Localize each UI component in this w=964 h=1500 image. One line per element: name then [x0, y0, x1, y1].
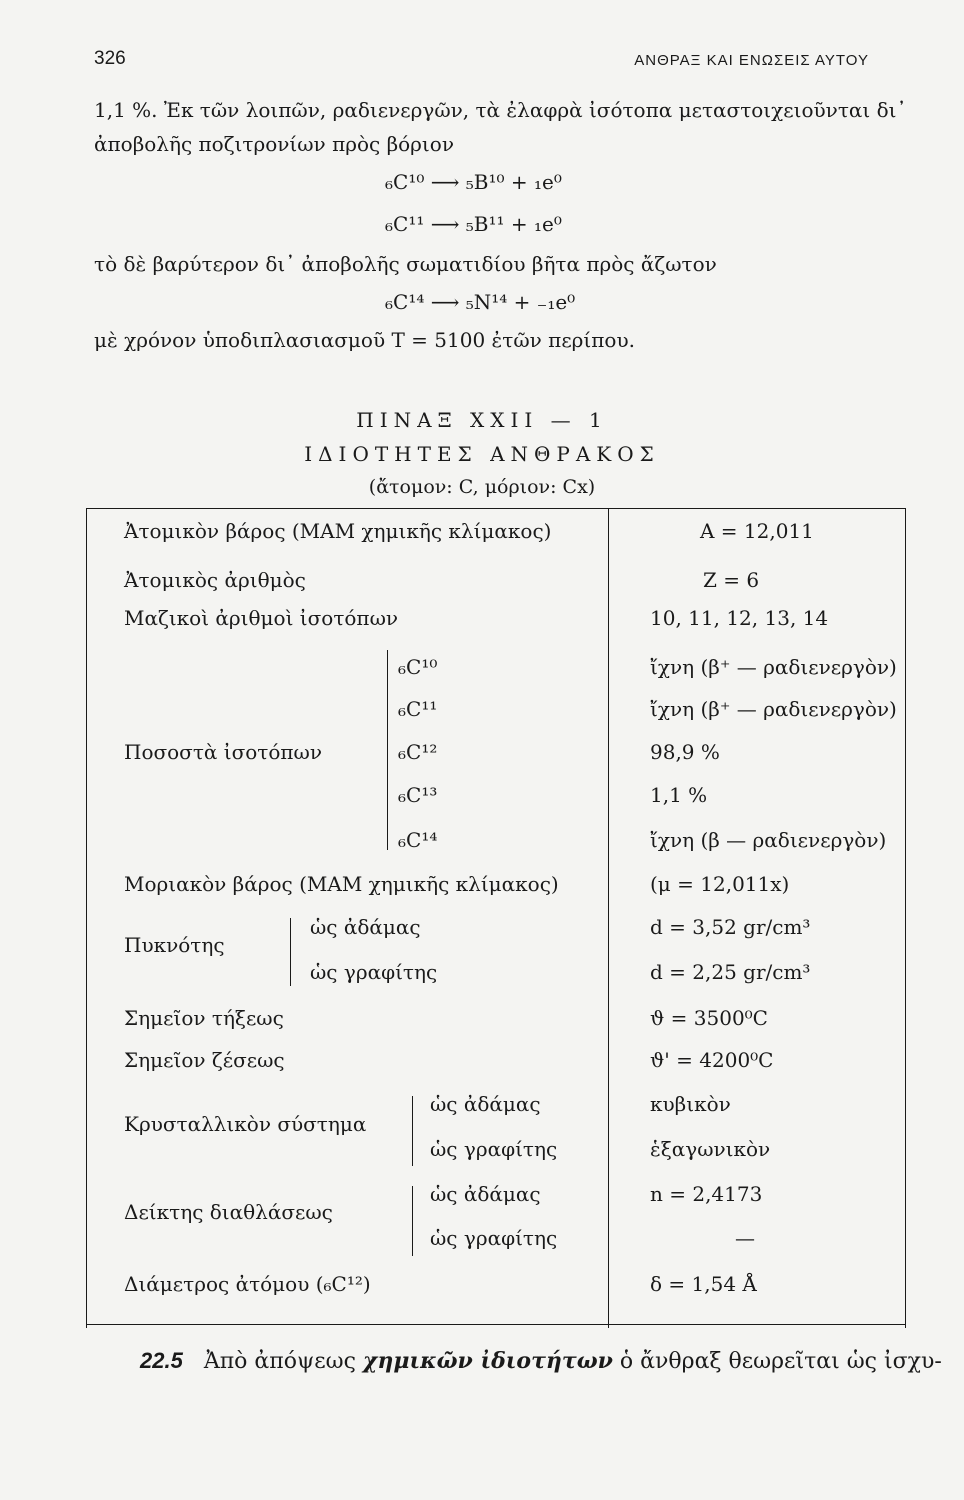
refraction-label: Δείκτης διαθλάσεως: [124, 1200, 333, 1224]
intro-line-1: 1,1 %. Ἐκ τῶν λοιπῶν, ραδιενεργῶν, τὰ ἐλαφρὰ ἰσότοπα μεταστοιχειοῦνται δι᾽: [94, 98, 907, 122]
page-number: 326: [94, 48, 126, 69]
diameter-value: δ = 1,54 Å: [650, 1272, 757, 1296]
table-title: ΙΔΙΟΤΗΤΕΣ ΑΝΘΡΑΚΟΣ: [304, 442, 660, 466]
isotope-brace: [387, 650, 388, 850]
isotope-name: ₆C¹¹: [398, 697, 438, 721]
table-subtitle: (ἄτομον: C, μόριον: Cx): [368, 476, 596, 498]
density-label: Πυκνότης: [124, 933, 225, 957]
atomic-weight-value: A = 12,011: [700, 519, 814, 543]
footer-text-after: ὁ ἄνθραξ θεωρεῖται ὡς ἰσχυ-: [619, 1349, 942, 1374]
mass-numbers-label: Μαζικοὶ ἀριθμοὶ ἰσοτόπων: [124, 606, 399, 630]
mass-numbers-value: 10, 11, 12, 13, 14: [650, 606, 829, 630]
refraction-diamond-label: ὡς ἀδάμας: [430, 1182, 541, 1206]
crystal-diamond-value: κυβικὸν: [650, 1092, 731, 1116]
isotope-value: ἴχνη (β⁺ — ραδιενεργὸν): [650, 655, 897, 679]
density-diamond-label: ὡς ἀδάμας: [310, 915, 421, 939]
crystal-diamond-label: ὡς ἀδάμας: [430, 1092, 541, 1116]
crystal-graphite-label: ὡς γραφίτης: [430, 1137, 558, 1161]
crystal-brace: [412, 1096, 413, 1166]
atomic-number-value: Z = 6: [703, 568, 760, 592]
footer-emphasis: χημικῶν ἰδιοτήτων: [362, 1348, 613, 1374]
footer-text-before: Ἀπὸ ἀπόψεως: [203, 1349, 356, 1374]
intro-line-3: τὸ δὲ βαρύτερον δι᾽ ἀποβολῆς σωματιδίου βῆτα πρὸς ἄζωτον: [94, 252, 717, 276]
refraction-diamond-value: n = 2,4173: [650, 1182, 763, 1206]
table-left-border: [86, 508, 87, 1328]
melting-value: ϑ = 3500⁰C: [650, 1006, 768, 1030]
footer-paragraph: [140, 1348, 942, 1374]
isotope-name: ₆C¹³: [398, 783, 438, 807]
molecular-weight-label: Μοριακὸν βάρος (ΜΑΜ χημικῆς κλίμακος): [124, 872, 559, 896]
running-title: ΑΝΘΡΑΞ ΚΑΙ ΕΝΩΣΕΙΣ ΑΥΤΟΥ: [634, 52, 869, 69]
section-number: 22.5: [140, 1348, 183, 1373]
isotope-value: 1,1 %: [650, 783, 708, 807]
refraction-graphite-value: —: [735, 1226, 755, 1250]
atomic-weight-label: Ἀτομικὸν βάρος (ΜΑΜ χημικῆς κλίμακος): [124, 519, 552, 543]
diameter-label: Διάμετρος ἀτόμου (₆C¹²): [124, 1272, 371, 1296]
equation-3: ₆C¹⁴ ⟶ ₅N¹⁴ + ₋₁e⁰: [385, 290, 576, 314]
table-top-border: [86, 508, 906, 509]
density-graphite-value: d = 2,25 gr/cm³: [650, 960, 811, 984]
isotope-pct-label: Ποσοστὰ ἰσοτόπων: [124, 740, 323, 764]
equation-2: ₆C¹¹ ⟶ ₅B¹¹ + ₁e⁰: [385, 212, 562, 236]
isotope-value: ἴχνη (β⁺ — ραδιενεργὸν): [650, 697, 897, 721]
refraction-graphite-label: ὡς γραφίτης: [430, 1226, 558, 1250]
isotope-value: ἴχνη (β — ραδιενεργὸν): [650, 828, 887, 852]
melting-label: Σημεῖον τήξεως: [124, 1006, 284, 1030]
table-bottom-border: [86, 1324, 906, 1325]
atomic-number-label: Ἀτομικὸς ἀριθμὸς: [124, 568, 306, 592]
density-brace: [290, 918, 291, 986]
density-diamond-value: d = 3,52 gr/cm³: [650, 915, 811, 939]
isotope-name: ₆C¹²: [398, 740, 438, 764]
intro-line-4: μὲ χρόνον ὑποδιπλασιασμοῦ T = 5100 ἐτῶν περίπου.: [94, 328, 635, 352]
boiling-value: ϑ' = 4200⁰C: [650, 1048, 774, 1072]
molecular-weight-value: (μ = 12,011x): [650, 872, 790, 896]
boiling-label: Σημεῖον ζέσεως: [124, 1048, 285, 1072]
table-caption: ΠΙΝΑΞ XXII — 1: [356, 408, 608, 432]
isotope-value: 98,9 %: [650, 740, 720, 764]
table-column-divider: [608, 508, 609, 1328]
crystal-label: Κρυσταλλικὸν σύστημα: [124, 1112, 367, 1136]
isotope-name: ₆C¹⁴: [398, 828, 438, 852]
intro-line-2: ἀποβολῆς ποζιτρονίων πρὸς βόριον: [94, 132, 454, 156]
density-graphite-label: ὡς γραφίτης: [310, 960, 438, 984]
crystal-graphite-value: ἑξαγωνικὸν: [650, 1137, 771, 1161]
isotope-name: ₆C¹⁰: [398, 655, 438, 679]
equation-1: ₆C¹⁰ ⟶ ₅B¹⁰ + ₁e⁰: [385, 170, 562, 194]
refraction-brace: [412, 1186, 413, 1256]
table-right-border: [905, 508, 906, 1328]
